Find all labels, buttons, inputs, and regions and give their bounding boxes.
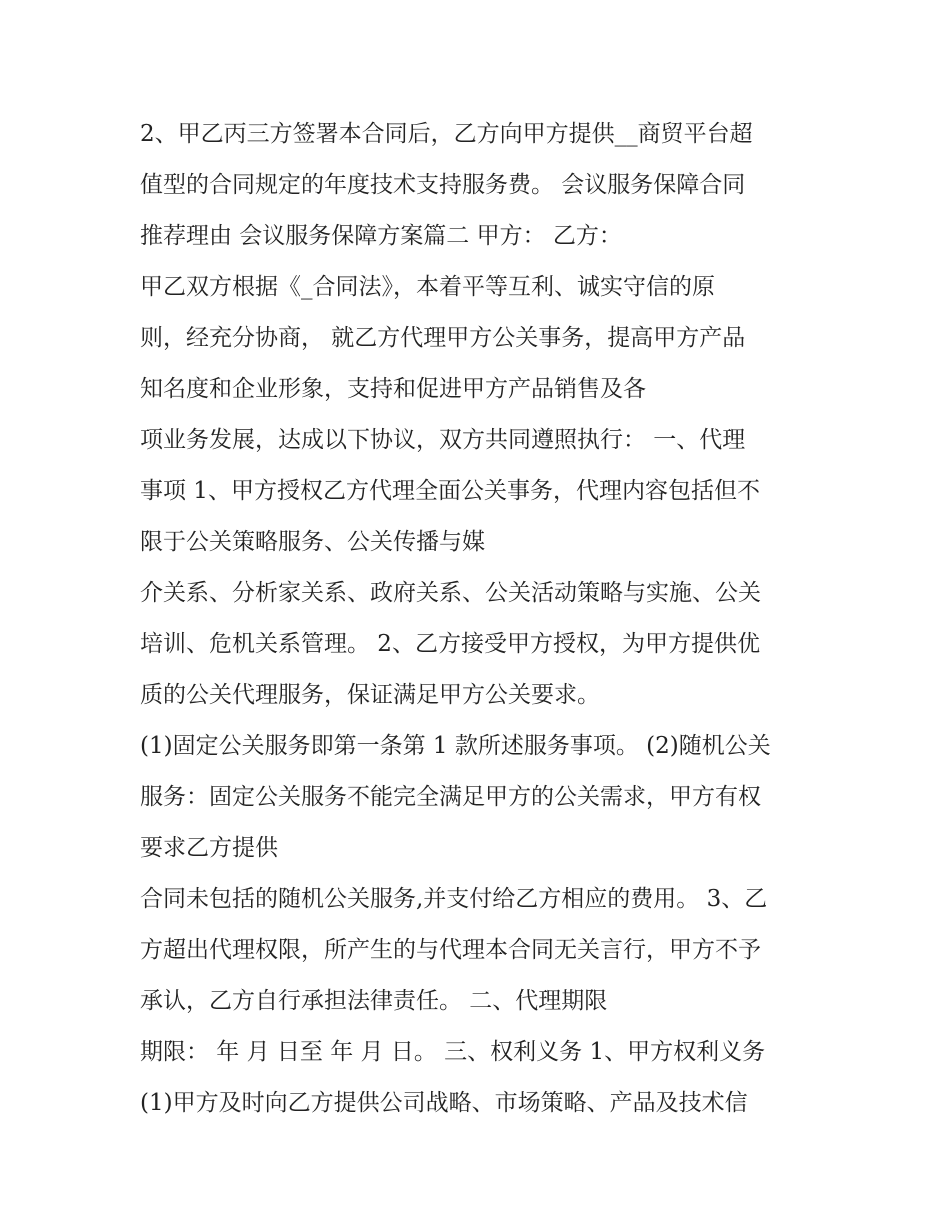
text-line-12: 质的公关代理服务，保证满足甲方公关要求。 [140,682,600,708]
text-line-10: 介关系、分析家关系、政府关系、公关活动策略与实施、公关 [140,580,761,606]
text-line-4: 甲乙双方根据《_合同法》，本着平等互利、诚实守信的原 [140,274,715,300]
text-line-13: (1)固定公关服务即第一条第 1 款所述服务事项。 (2)随机公关 [140,733,771,759]
contract-text-body [140,109,840,1129]
text-line-7: 项业务发展，达成以下协议，双方共同遵照执行： 一、代理 [140,427,746,453]
text-line-14: 服务：固定公关服务不能完全满足甲方的公关需求，甲方有权 [140,784,761,810]
text-line-2: 值型的合同规定的年度技术支持服务费。 会议服务保障合同 [140,172,746,198]
text-line-11: 培训、危机关系管理。 2、乙方接受甲方授权，为甲方提供优 [140,631,760,657]
text-line-18: 承认，乙方自行承担法律责任。 二、代理期限 [140,988,608,1014]
text-line-9: 限于公关策略服务、公关传播与媒 [140,529,485,555]
text-line-19: 期限： 年 月 日至 年 月 日。 三、权利义务 1、甲方权利义务 [140,1039,766,1065]
text-line-15: 要求乙方提供 [140,835,278,861]
text-line-16: 合同未包括的随机公关服务,并支付给乙方相应的费用。 3、乙 [140,886,768,912]
text-line-8: 事项 1、甲方授权乙方代理全面公关事务，代理内容包括但不 [140,478,760,504]
text-line-3: 推荐理由 会议服务保障方案篇二 甲方： 乙方： [140,223,622,249]
text-line-17: 方超出代理权限，所产生的与代理本合同无关言行，甲方不予 [140,937,761,963]
text-line-20: (1)甲方及时向乙方提供公司战略、市场策略、产品及技术信 [140,1090,748,1116]
text-line-1: 2、甲乙丙三方签署本合同后，乙方向甲方提供__商贸平台超 [140,121,753,147]
text-line-5: 则，经充分协商， 就乙方代理甲方公关事务，提高甲方产品 [140,325,746,351]
text-line-6: 知名度和企业形象，支持和促进甲方产品销售及各 [140,376,646,402]
